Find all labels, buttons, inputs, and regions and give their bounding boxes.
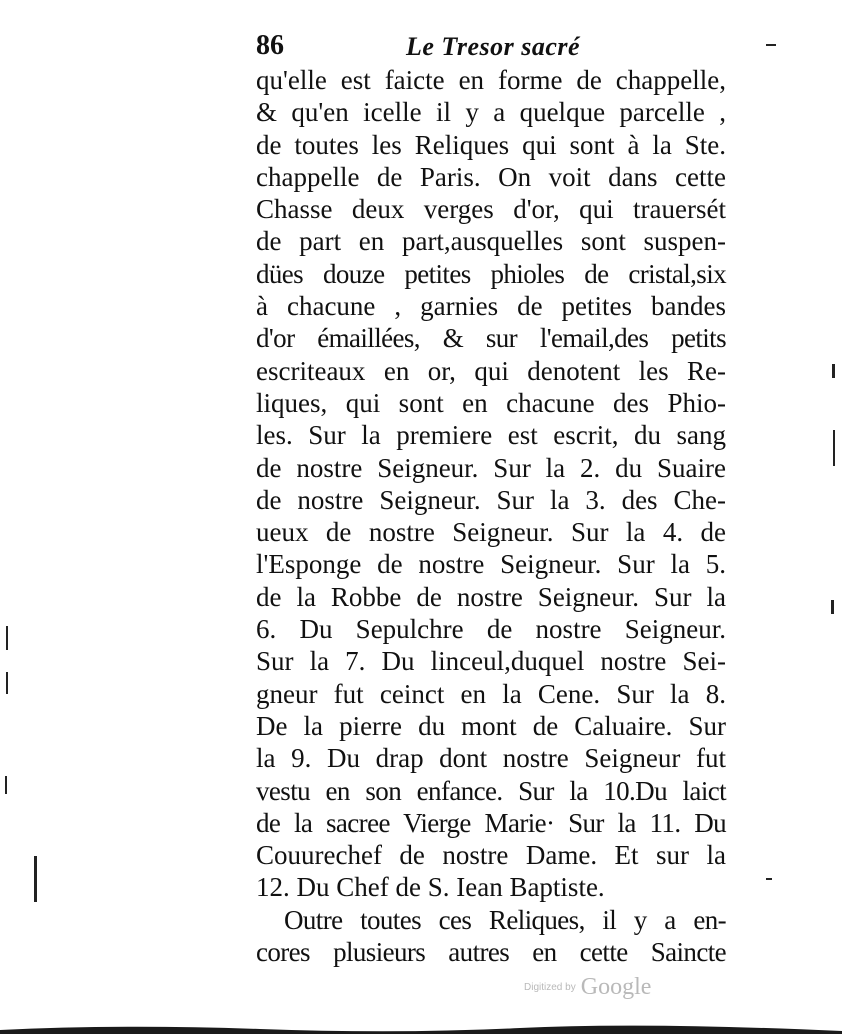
margin-speck: [6, 626, 8, 650]
margin-speck: [766, 44, 776, 46]
text-line: & qu'en icelle il y a quelque parcelle ,: [256, 97, 726, 128]
text-line: l'Esponge de nostre Seigneur. Sur la 5.: [256, 549, 726, 580]
text-line: d'or émaillées, & sur l'email,des petits: [256, 323, 726, 354]
text-line: 12. Du Chef de S. Iean Baptiste.: [256, 872, 605, 903]
margin-speck: [6, 672, 8, 694]
margin-speck: [833, 430, 835, 466]
text-line: De la pierre du mont de Caluaire. Sur: [256, 710, 726, 741]
text-line: Couurechef de nostre Dame. Et sur la: [256, 840, 726, 871]
text-line: liques, qui sont en chacune des Phio-: [256, 387, 726, 418]
margin-speck: [34, 856, 37, 902]
digitized-by-google-watermark: [524, 974, 651, 1004]
google-logo: Google: [580, 974, 652, 1000]
text-line: dües douze petites phioles de cristal,six: [256, 258, 726, 289]
text-line: Chasse deux verges d'or, qui trauersét: [256, 194, 726, 225]
text-line: à chacune , garnies de petites bandes: [256, 291, 726, 322]
text-line: Sur la 7. Du linceul,duquel nostre Sei-: [256, 646, 726, 677]
margin-speck: [766, 878, 772, 880]
margin-speck: [832, 364, 835, 378]
text-line: de la Robbe de nostre Seigneur. Sur la: [256, 581, 726, 612]
margin-speck: [5, 776, 7, 794]
page-header: [256, 30, 726, 66]
page-number: 86: [256, 30, 284, 61]
text-line: gneur fut ceinct en la Cene. Sur la 8.: [256, 678, 726, 709]
text-line: 6. Du Sepulchre de nostre Seigneur.: [256, 614, 726, 645]
text-line: les. Sur la premiere est escrit, du sang: [256, 420, 726, 451]
running-title: Le Tresor sacré: [406, 32, 581, 61]
text-line: la 9. Du drap dont nostre Seigneur fut: [256, 743, 726, 774]
watermark-prefix: Digitized by: [524, 982, 576, 993]
text-line: ueux de nostre Seigneur. Sur la 4. de: [256, 517, 726, 548]
text-line: de la sacree Vierge Marie· Sur la 11. Du: [256, 807, 726, 838]
text-line: chappelle de Paris. On voit dans cette: [256, 161, 726, 192]
text-line: de nostre Seigneur. Sur la 3. des Che-: [256, 484, 726, 515]
text-line: Outre toutes ces Reliques, il y a en-: [284, 904, 726, 935]
text-line: cores plusieurs autres en cette Saincte: [256, 937, 726, 968]
body-text: [256, 64, 726, 968]
margin-speck: [831, 600, 834, 614]
text-line: escriteaux en or, qui denotent les Re-: [256, 355, 726, 386]
text-line: vestu en son enfance. Sur la 10.Du laict: [256, 775, 726, 806]
text-line: de part en part,ausquelles sont suspen-: [256, 226, 726, 257]
text-line: de nostre Seigneur. Sur la 2. du Suaire: [256, 452, 726, 483]
text-line: qu'elle est faicte en forme de chappelle,: [256, 65, 726, 95]
text-line: de toutes les Reliques qui sont à la Ste.: [256, 129, 726, 160]
bottom-scan-shadow: [0, 1022, 842, 1034]
